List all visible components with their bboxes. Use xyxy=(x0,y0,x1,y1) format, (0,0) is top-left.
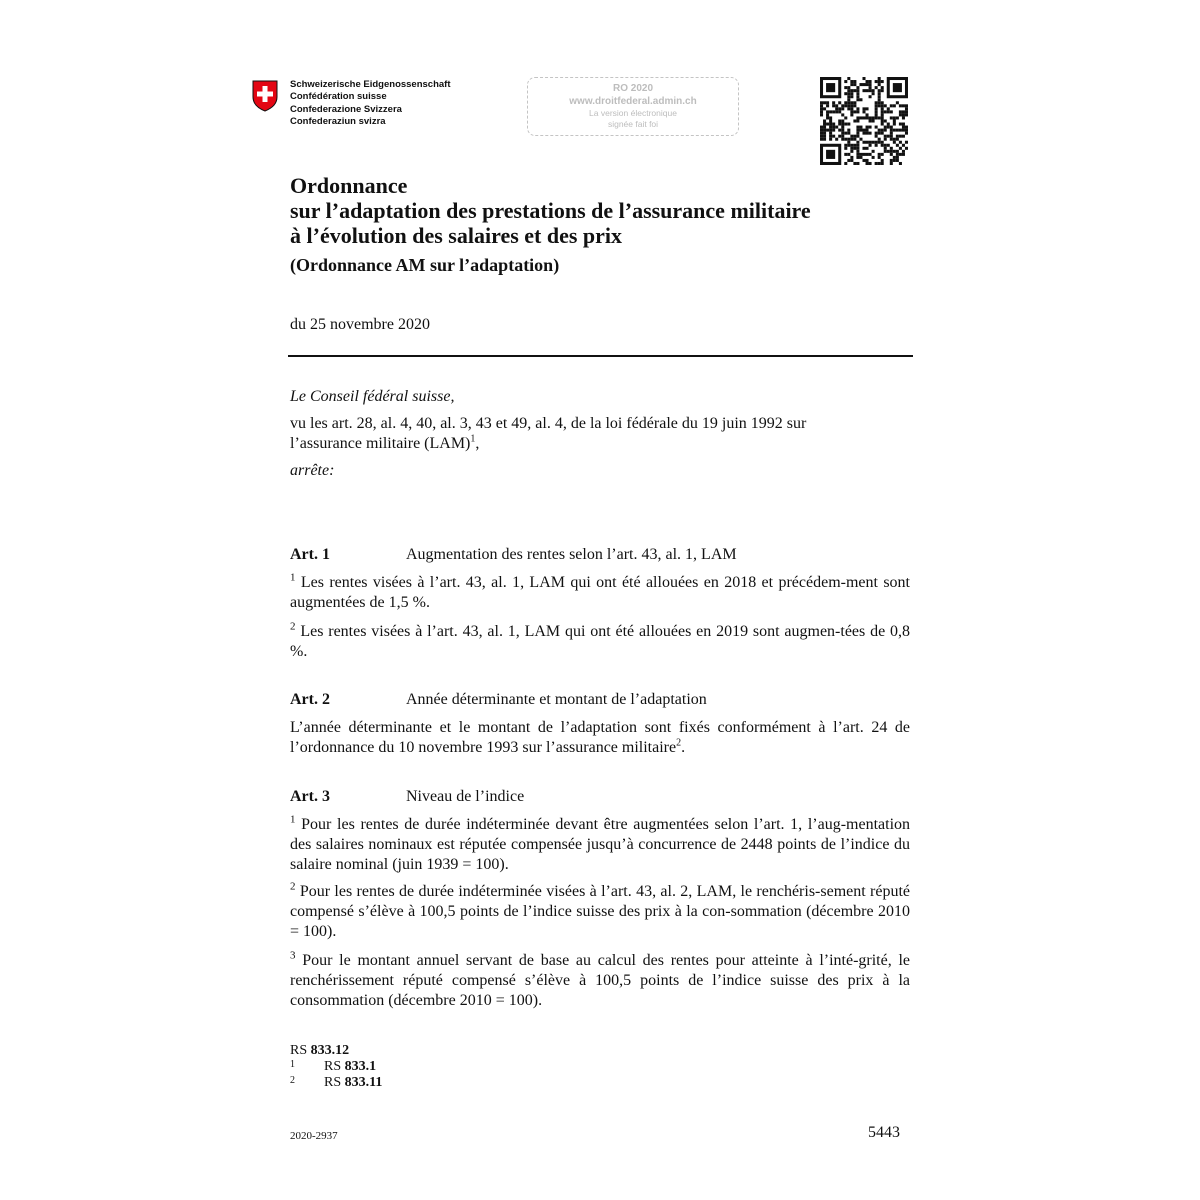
footnote-ref-number: 833.1 xyxy=(344,1059,377,1074)
paragraph-text: Pour le montant annuel servant de base au calcul des rentes pour atteinte à l’inté-grité, le renchérissement réputé compensé s’élève à 100,5 points de l’indice suisse des prix à la consommation (décembre 2010 = 100). xyxy=(290,952,911,1009)
stamp-url: www.droitfederal.admin.ch xyxy=(569,96,697,107)
footnote-ref: 2 xyxy=(676,737,682,749)
short-title: (Ordonnance AM sur l’adaptation) xyxy=(290,255,560,275)
article-2-header xyxy=(290,690,910,710)
article-3-header xyxy=(290,787,910,807)
article-heading: Année déterminante et montant de l’adaptation xyxy=(406,691,707,708)
stamp-note-1: La version électronique xyxy=(589,108,677,118)
footnote-prefix: RS xyxy=(324,1059,342,1074)
article-2-paragraph xyxy=(290,718,910,758)
preamble-basis-end: , xyxy=(475,435,480,452)
rs-reference xyxy=(290,1043,382,1059)
article-1-paragraph-1 xyxy=(290,573,910,613)
article-1-paragraph-2 xyxy=(290,622,910,662)
article-3-paragraph-2 xyxy=(290,882,910,942)
article-heading: Augmentation des rentes selon l’art. 43, al. 1, LAM xyxy=(406,546,737,563)
footnote-number: 2 xyxy=(290,1075,295,1086)
confederation-names xyxy=(290,79,451,129)
article-number: Art. 2 xyxy=(290,691,330,708)
paragraph-text: Les rentes visées à l’art. 43, al. 1, LAM qui ont été allouées en 2018 et précédem-ment sont augmentées de 1,5 %. xyxy=(290,574,910,611)
paragraph-number: 3 xyxy=(290,949,296,962)
preamble-authority: Le Conseil fédéral suisse, xyxy=(290,388,455,405)
paragraph-end: . xyxy=(681,739,686,756)
footnote-1 xyxy=(290,1059,382,1075)
article-3-paragraph-1 xyxy=(290,815,910,875)
paragraph-text: Pour les rentes de durée indéterminée visées à l’art. 43, al. 2, LAM, le renchéris-sement réputé compensé s’élève à 100,5 points de l’indice suisse des prix à la con-sommation (décembre 2010 = 100). xyxy=(290,883,911,940)
footnote-2 xyxy=(290,1075,382,1091)
preamble-basis-text: l’assurance militaire (LAM) xyxy=(290,435,471,452)
electronic-version-stamp xyxy=(527,77,739,136)
confederation-name-it: Confederazione Svizzera xyxy=(290,103,402,115)
rs-prefix: RS xyxy=(290,1043,308,1058)
document-date: du 25 novembre 2020 xyxy=(290,316,430,333)
confederation-name-de: Schweizerische Eidgenossenschaft xyxy=(290,79,451,90)
confederation-name-fr: Confédération suisse xyxy=(290,91,387,103)
article-1-header xyxy=(290,545,910,565)
footnote-ref: 1 xyxy=(470,433,476,445)
article-3-paragraph-3 xyxy=(290,951,910,1011)
footnotes xyxy=(290,1043,382,1091)
footnote-ref-number: 833.11 xyxy=(344,1075,383,1090)
paragraph-text: L’année déterminante et le montant de l’adaptation sont fixés conformément à l’art. 24 de l’ordonnance du 10 novembre 1993 sur l’assurance militaire xyxy=(290,719,910,756)
paragraph-number: 1 xyxy=(290,813,296,826)
document-id: 2020-2937 xyxy=(290,1130,338,1142)
stamp-note-2: signée fait foi xyxy=(607,119,659,129)
preamble-basis-line-1: vu les art. 28, al. 4, 40, al. 3, 43 et 49, al. 4, de la loi fédérale du 19 juin 1992 sur xyxy=(290,415,807,432)
paragraph-number: 1 xyxy=(290,571,296,584)
paragraph-text: Les rentes visées à l’art. 43, al. 1, LAM qui ont été allouées en 2019 sont augmen-tées de 0,8 %. xyxy=(290,623,911,660)
footnote-number: 1 xyxy=(290,1059,295,1070)
rs-number: 833.12 xyxy=(310,1043,350,1058)
paragraph-text: Pour les rentes de durée indéterminée devant être augmentées selon l’art. 1, l’aug-mentation des salaires nominaux est réputée compensée jusqu’à concurrence de 2448 points de l’indice du salaire nominal (juin 1939 = 100). xyxy=(290,816,911,873)
title-divider xyxy=(288,355,913,357)
preamble-basis-line-2 xyxy=(290,434,910,454)
title-line-3: à l’évolution des salaires et des prix xyxy=(290,223,623,248)
footnote-prefix: RS xyxy=(324,1075,342,1090)
page-number: 5443 xyxy=(868,1124,900,1141)
stamp-ro: RO 2020 xyxy=(612,83,654,94)
confederation-name-rm: Confederaziun svizra xyxy=(290,116,386,128)
document-title xyxy=(290,173,811,248)
preamble-decree: arrête: xyxy=(290,462,335,479)
paragraph-number: 2 xyxy=(290,880,296,893)
article-number: Art. 1 xyxy=(290,546,330,563)
paragraph-number: 2 xyxy=(290,620,296,633)
qr-code-icon xyxy=(820,77,908,165)
article-heading: Niveau de l’indice xyxy=(406,788,525,805)
title-line-2: sur l’adaptation des prestations de l’assurance militaire xyxy=(290,198,811,223)
article-number: Art. 3 xyxy=(290,788,330,805)
title-line-1: Ordonnance xyxy=(290,173,408,198)
preamble-basis xyxy=(290,414,910,454)
swiss-cross-icon xyxy=(252,80,278,112)
